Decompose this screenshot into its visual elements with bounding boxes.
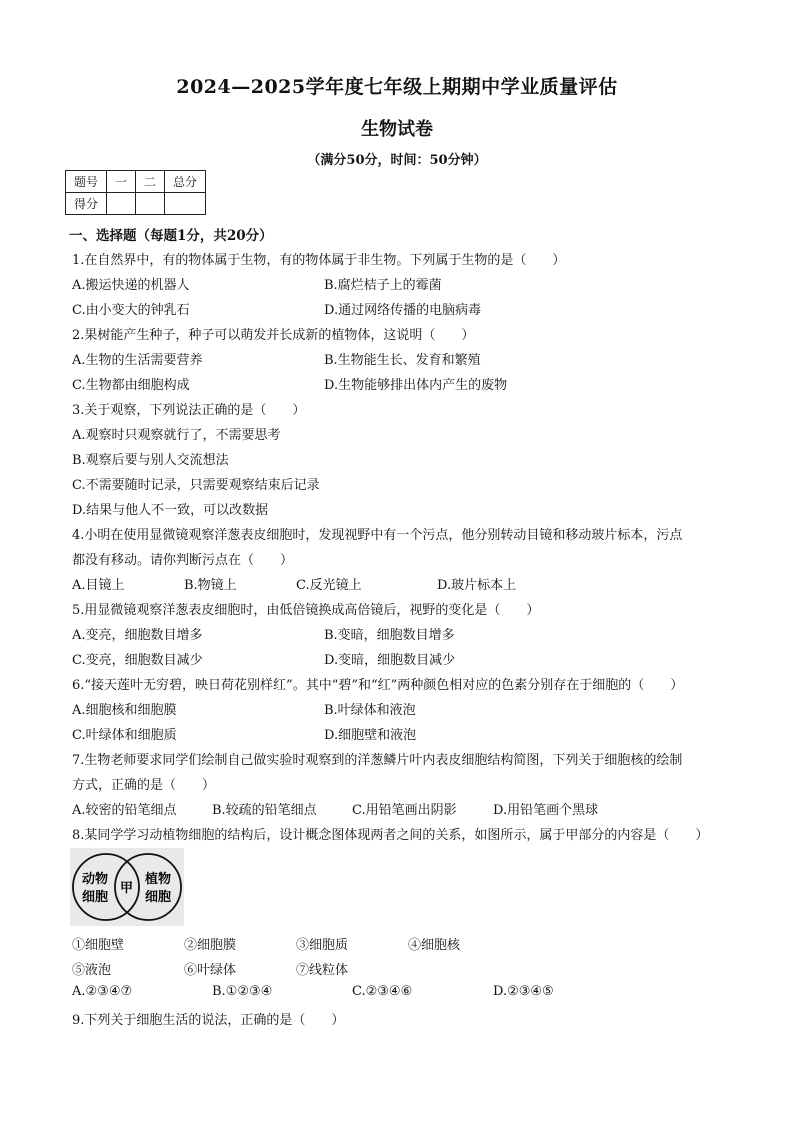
score-cell — [165, 193, 206, 215]
score-cell — [107, 193, 136, 215]
q7-option-c: C.用铅笔画出阴影 — [352, 803, 457, 818]
q6-option-a: A.细胞核和细胞膜 — [72, 703, 177, 718]
q2-option-c: C.生物都由细胞构成 — [72, 378, 190, 393]
q4-option-c: C.反光镜上 — [296, 578, 362, 593]
q5-option-d: D.变暗，细胞数目减少 — [324, 653, 456, 668]
q4-option-a: A.目镜上 — [72, 578, 125, 593]
q5-option-a: A.变亮，细胞数目增多 — [72, 628, 203, 643]
q7-option-a: A.较密的铅笔细点 — [72, 803, 177, 818]
q8-item: ①细胞壁 — [72, 938, 125, 953]
score-table-row — [66, 193, 206, 215]
venn-left-label-2: 细胞 — [82, 890, 109, 905]
score-cell — [136, 193, 165, 215]
q6-option-d: D.细胞壁和液泡 — [324, 728, 417, 743]
q8-option-b: B.①②③④ — [212, 984, 273, 999]
venn-right-label-1: 植物 — [145, 872, 172, 887]
score-time-note: （满分50分，时间：50分钟） — [307, 153, 487, 168]
question-3-stem: 3.关于观察，下列说法正确的是（ ） — [72, 403, 306, 418]
q8-option-d: D.②③④⑤ — [493, 984, 554, 999]
q2-option-b: B.生物能生长、发育和繁殖 — [324, 353, 481, 368]
question-8-stem: 8.某同学学习动植物细胞的结构后，设计概念图体现两者之间的关系，如图所示，属于甲部分的内容是（ ） — [72, 828, 709, 843]
q8-item: ⑥叶绿体 — [184, 963, 237, 978]
q5-option-b: B.变暗，细胞数目增多 — [324, 628, 455, 643]
question-4-stem-cont: 都没有移动。请你判断污点在（ ） — [72, 553, 294, 568]
q8-item: ⑦线粒体 — [296, 963, 349, 978]
question-4-stem: 4.小明在使用显微镜观察洋葱表皮细胞时，发现视野中有一个污点，他分别转动目镜和移动玻片标本，污点 — [72, 528, 683, 543]
q3-option-b: B.观察后要与别人交流想法 — [72, 453, 229, 468]
q6-option-b: B.叶绿体和液泡 — [324, 703, 416, 718]
q1-option-a: A.搬运快递的机器人 — [72, 278, 190, 293]
q4-option-d: D.玻片标本上 — [437, 578, 517, 593]
section-heading: 一、选择题（每题1分，共20分） — [69, 228, 273, 244]
q1-option-d: D.通过网络传播的电脑病毒 — [324, 303, 482, 318]
q2-option-a: A.生物的生活需要营养 — [72, 353, 203, 368]
venn-diagram — [70, 848, 184, 926]
score-cell: 一 — [107, 171, 136, 193]
question-7-stem: 7.生物老师要求同学们绘制自己做实验时观察到的洋葱鳞片叶内表皮细胞结构简图，下列关于细胞核的绘制 — [72, 753, 683, 768]
q3-option-a: A.观察时只观察就行了，不需要思考 — [72, 428, 281, 443]
q4-option-b: B.物镜上 — [184, 578, 237, 593]
q8-item: ③细胞质 — [296, 938, 349, 953]
question-2-stem: 2.果树能产生种子，种子可以萌发并长成新的植物体，这说明（ ） — [72, 328, 475, 343]
q8-option-c: C.②③④⑥ — [352, 984, 413, 999]
q1-option-b: B.腐烂桔子上的霉菌 — [324, 278, 442, 293]
exam-title: 2024—2025学年度七年级上期期中学业质量评估 — [176, 76, 618, 98]
score-cell: 得分 — [66, 193, 107, 215]
q8-item: ②细胞膜 — [184, 938, 237, 953]
venn-center-label: 甲 — [120, 881, 134, 896]
q8-item: ⑤液泡 — [72, 963, 112, 978]
venn-left-label-1: 动物 — [82, 872, 109, 887]
q8-item: ④细胞核 — [408, 938, 461, 953]
q1-option-c: C.由小变大的钟乳石 — [72, 303, 190, 318]
venn-right-label-2: 细胞 — [145, 890, 172, 905]
q2-option-d: D.生物能够排出体内产生的废物 — [324, 378, 508, 393]
score-cell: 题号 — [66, 171, 107, 193]
q3-option-d: D.结果与他人不一致，可以改数据 — [72, 503, 269, 518]
score-table-row — [66, 171, 206, 193]
question-5-stem: 5.用显微镜观察洋葱表皮细胞时，由低倍镜换成高倍镜后，视野的变化是（ ） — [72, 603, 540, 618]
q3-option-c: C.不需要随时记录，只需要观察结束后记录 — [72, 478, 320, 493]
q8-option-a: A.②③④⑦ — [72, 984, 133, 999]
q7-option-d: D.用铅笔画个黑球 — [493, 803, 599, 818]
question-6-stem: 6.“接天莲叶无穷碧，映日荷花别样红”。其中“碧”和“红”两种颜色相对应的色素分别存在于细胞的（ ） — [72, 678, 684, 693]
question-7-stem-cont: 方式，正确的是（ ） — [72, 778, 216, 793]
venn-diagram-svg — [70, 848, 184, 926]
score-cell: 总分 — [165, 171, 206, 193]
score-cell: 二 — [136, 171, 165, 193]
question-1-stem: 1.在自然界中，有的物体属于生物，有的物体属于非生物。下列属于生物的是（ ） — [72, 253, 566, 268]
q7-option-b: B.较疏的铅笔细点 — [212, 803, 317, 818]
q5-option-c: C.变亮，细胞数目减少 — [72, 653, 203, 668]
q6-option-c: C.叶绿体和细胞质 — [72, 728, 177, 743]
score-table — [65, 170, 206, 215]
subject-title: 生物试卷 — [361, 119, 433, 140]
question-9-stem: 9.下列关于细胞生活的说法，正确的是（ ） — [72, 1013, 345, 1028]
